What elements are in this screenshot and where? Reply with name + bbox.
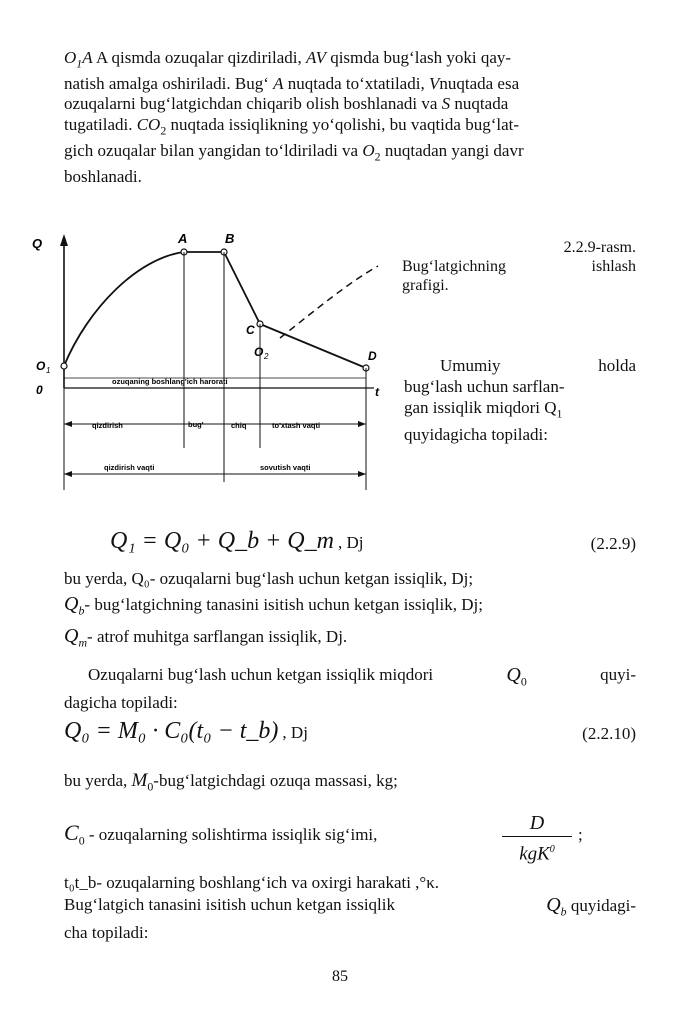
label-b: B — [225, 231, 235, 246]
side-paragraph: Umumiy holda bug‘lash uchun sarflan- gan issiqlik miqdori $Q_1$ quyidagicha topiladi: — [404, 356, 636, 445]
seg-heating-time: qizdirish vaqti — [104, 463, 155, 472]
intro-paragraph: $O_1A$ A qismda ozuqalar qizdiriladi, AV qismda bug‘lash yoki qay- natish amalga oshiriladi. Bug‘ A nuqtada to‘xtatiladi, Vnuqtada esa ozuqalarni bug‘latgichdan chiqarib olish boshlanadi va S nuqtada tugatiladi. $CO_2$ nuqtada issiqlikning yo‘qolishi, bu vaqtida bug‘lat- gich ozuqalar bilan yangidan to‘ldiriladi va $O_2$ nuqtadan yangi davr boshlanadi. — [64, 48, 524, 186]
equation-2-2-9: Q₁ = Q₀ + Q_b + Q_m , Dj (2.2.9) — [110, 528, 636, 554]
page-number: 85 — [332, 968, 348, 985]
heat-capacity-line: $C_0$ - ozuqalarning solishtirma issiqlik sig‘imi, D kgK$^0$ ; — [64, 812, 583, 865]
equation-2-2-10: Q₀ = M₀ · C₀(t₀ − t_b) , Dj (2.2.10) — [64, 718, 636, 744]
seg-discharge: chiq — [231, 421, 247, 430]
seg-cooling-time: sovutish vaqti — [260, 463, 311, 472]
label-zero: 0 — [36, 383, 43, 397]
discharge-line — [224, 252, 260, 324]
definitions-2: bu yerda, $M_0-bug‘latgichdagi$ ozuqa massasi, kg; — [64, 770, 398, 794]
svg-text:2: 2 — [264, 352, 269, 361]
label-o2: O — [254, 345, 264, 359]
figure-caption: 2.2.9-rasm. Bug‘latgichning ishlash grafigi. — [402, 239, 636, 294]
equation-number: (2.2.9) — [590, 534, 636, 553]
evaporator-graph — [28, 228, 398, 500]
heating-curve — [64, 252, 184, 366]
dashed-new-cycle — [280, 266, 378, 338]
temperatures-line: t₀t_b- ozuqalarning boshlang‘ich va oxirgi harakati ,°κ. Bug‘latgich tanasini isitish uchun ketgan issiqlik $Q_b$ quyidagi- cha topiladi: — [64, 873, 636, 943]
label-d: D — [368, 349, 377, 363]
axis-x-label: t — [375, 385, 379, 399]
label-c: C — [246, 323, 255, 337]
unit-fraction: D kgK$^0$ — [502, 812, 572, 865]
svg-text:1: 1 — [46, 366, 51, 375]
seg-heating: qizdirish — [92, 421, 123, 430]
point-o1 — [61, 363, 67, 369]
band-initial-temp: ozuqaning boshlang'ich harorati — [112, 377, 228, 386]
paragraph-2: Ozuqalarni bug‘lash uchun ketgan issiqlik miqdori $Q_0$ quyi- dagicha topiladi: — [64, 664, 636, 713]
axis-y-label: Q — [32, 236, 43, 251]
label-o1: O — [36, 359, 46, 373]
cooling-line — [260, 324, 366, 368]
label-a: A — [178, 231, 188, 246]
seg-stop: to'xtash vaqti — [272, 421, 321, 430]
y-axis-arrow — [60, 234, 68, 246]
definitions: bu yerda, Q₀- ozuqalarni bug‘lash uchun ketgan issiqlik, Dj; $Q_b-$ bug‘latgichning tanasini isitish uchun ketgan issiqlik, Dj; $Q_m-$ atrof muhitga sarflangan issiqlik, Dj. — [64, 569, 483, 650]
equation-number: (2.2.10) — [582, 724, 636, 743]
seg-evaporation: bug' — [188, 420, 204, 429]
